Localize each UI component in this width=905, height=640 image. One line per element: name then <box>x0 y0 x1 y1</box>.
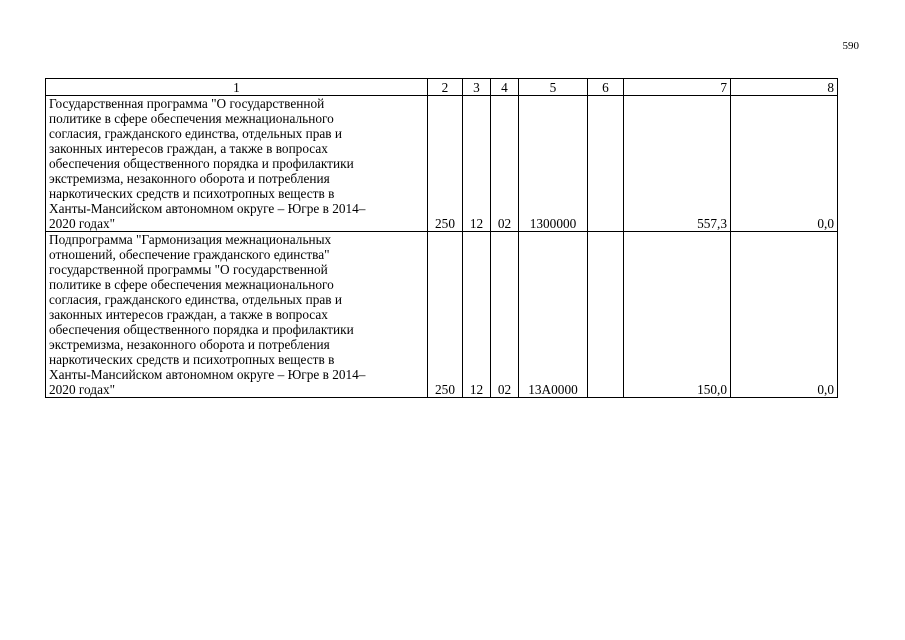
description-line: 2020 годах" <box>49 216 116 231</box>
cell-col-4: 02 <box>491 232 519 398</box>
cell-col-6 <box>588 96 624 232</box>
description-line: обеспечения общественного порядка и профилактики <box>49 322 354 337</box>
row-description <box>46 96 428 232</box>
description-line: отношений, обеспечение гражданского единства" <box>49 247 330 262</box>
cell-col-5: 13А0000 <box>519 232 588 398</box>
description-line: экстремизма, незаконного оборота и потребления <box>49 337 330 352</box>
cell-col-8: 0,0 <box>731 232 838 398</box>
cell-col-4: 02 <box>491 96 519 232</box>
description-line: наркотических средств и психотропных веществ в <box>49 186 335 201</box>
column-header-4: 4 <box>491 79 519 96</box>
description-line: Ханты-Мансийском автономном округе – Югре в 2014– <box>49 367 366 382</box>
cell-col-7: 150,0 <box>624 232 731 398</box>
description-line: политике в сфере обеспечения межнационального <box>49 111 334 126</box>
page-number: 590 <box>842 40 859 52</box>
description-line: Ханты-Мансийском автономном округе – Югре в 2014– <box>49 201 366 216</box>
description-line: Государственная программа "О государственной <box>49 96 325 111</box>
column-header-2: 2 <box>428 79 463 96</box>
description-line: государственной программы "О государственной <box>49 262 328 277</box>
cell-col-3: 12 <box>463 96 491 232</box>
table-row <box>46 232 838 398</box>
description-line: согласия, гражданского единства, отдельных прав и <box>49 126 343 141</box>
description-line: наркотических средств и психотропных веществ в <box>49 352 335 367</box>
column-header-6: 6 <box>588 79 624 96</box>
description-line: Подпрограмма "Гармонизация межнациональных <box>49 232 332 247</box>
description-line: 2020 годах" <box>49 382 116 397</box>
row-description <box>46 232 428 398</box>
description-line: согласия, гражданского единства, отдельных прав и <box>49 292 343 307</box>
description-line: законных интересов граждан, а также в вопросах <box>49 307 328 322</box>
description-line: законных интересов граждан, а также в вопросах <box>49 141 328 156</box>
column-header-3: 3 <box>463 79 491 96</box>
description-line: политике в сфере обеспечения межнационального <box>49 277 334 292</box>
cell-col-2: 250 <box>428 96 463 232</box>
column-header-1: 1 <box>46 79 428 96</box>
table-row <box>46 96 838 232</box>
cell-col-2: 250 <box>428 232 463 398</box>
cell-col-7: 557,3 <box>624 96 731 232</box>
cell-col-6 <box>588 232 624 398</box>
budget-table <box>45 78 838 398</box>
column-header-7: 7 <box>624 79 731 96</box>
header-row <box>46 79 838 96</box>
cell-col-8: 0,0 <box>731 96 838 232</box>
column-header-5: 5 <box>519 79 588 96</box>
description-line: обеспечения общественного порядка и профилактики <box>49 156 354 171</box>
cell-col-3: 12 <box>463 232 491 398</box>
description-line: экстремизма, незаконного оборота и потребления <box>49 171 330 186</box>
column-header-8: 8 <box>731 79 838 96</box>
cell-col-5: 1300000 <box>519 96 588 232</box>
